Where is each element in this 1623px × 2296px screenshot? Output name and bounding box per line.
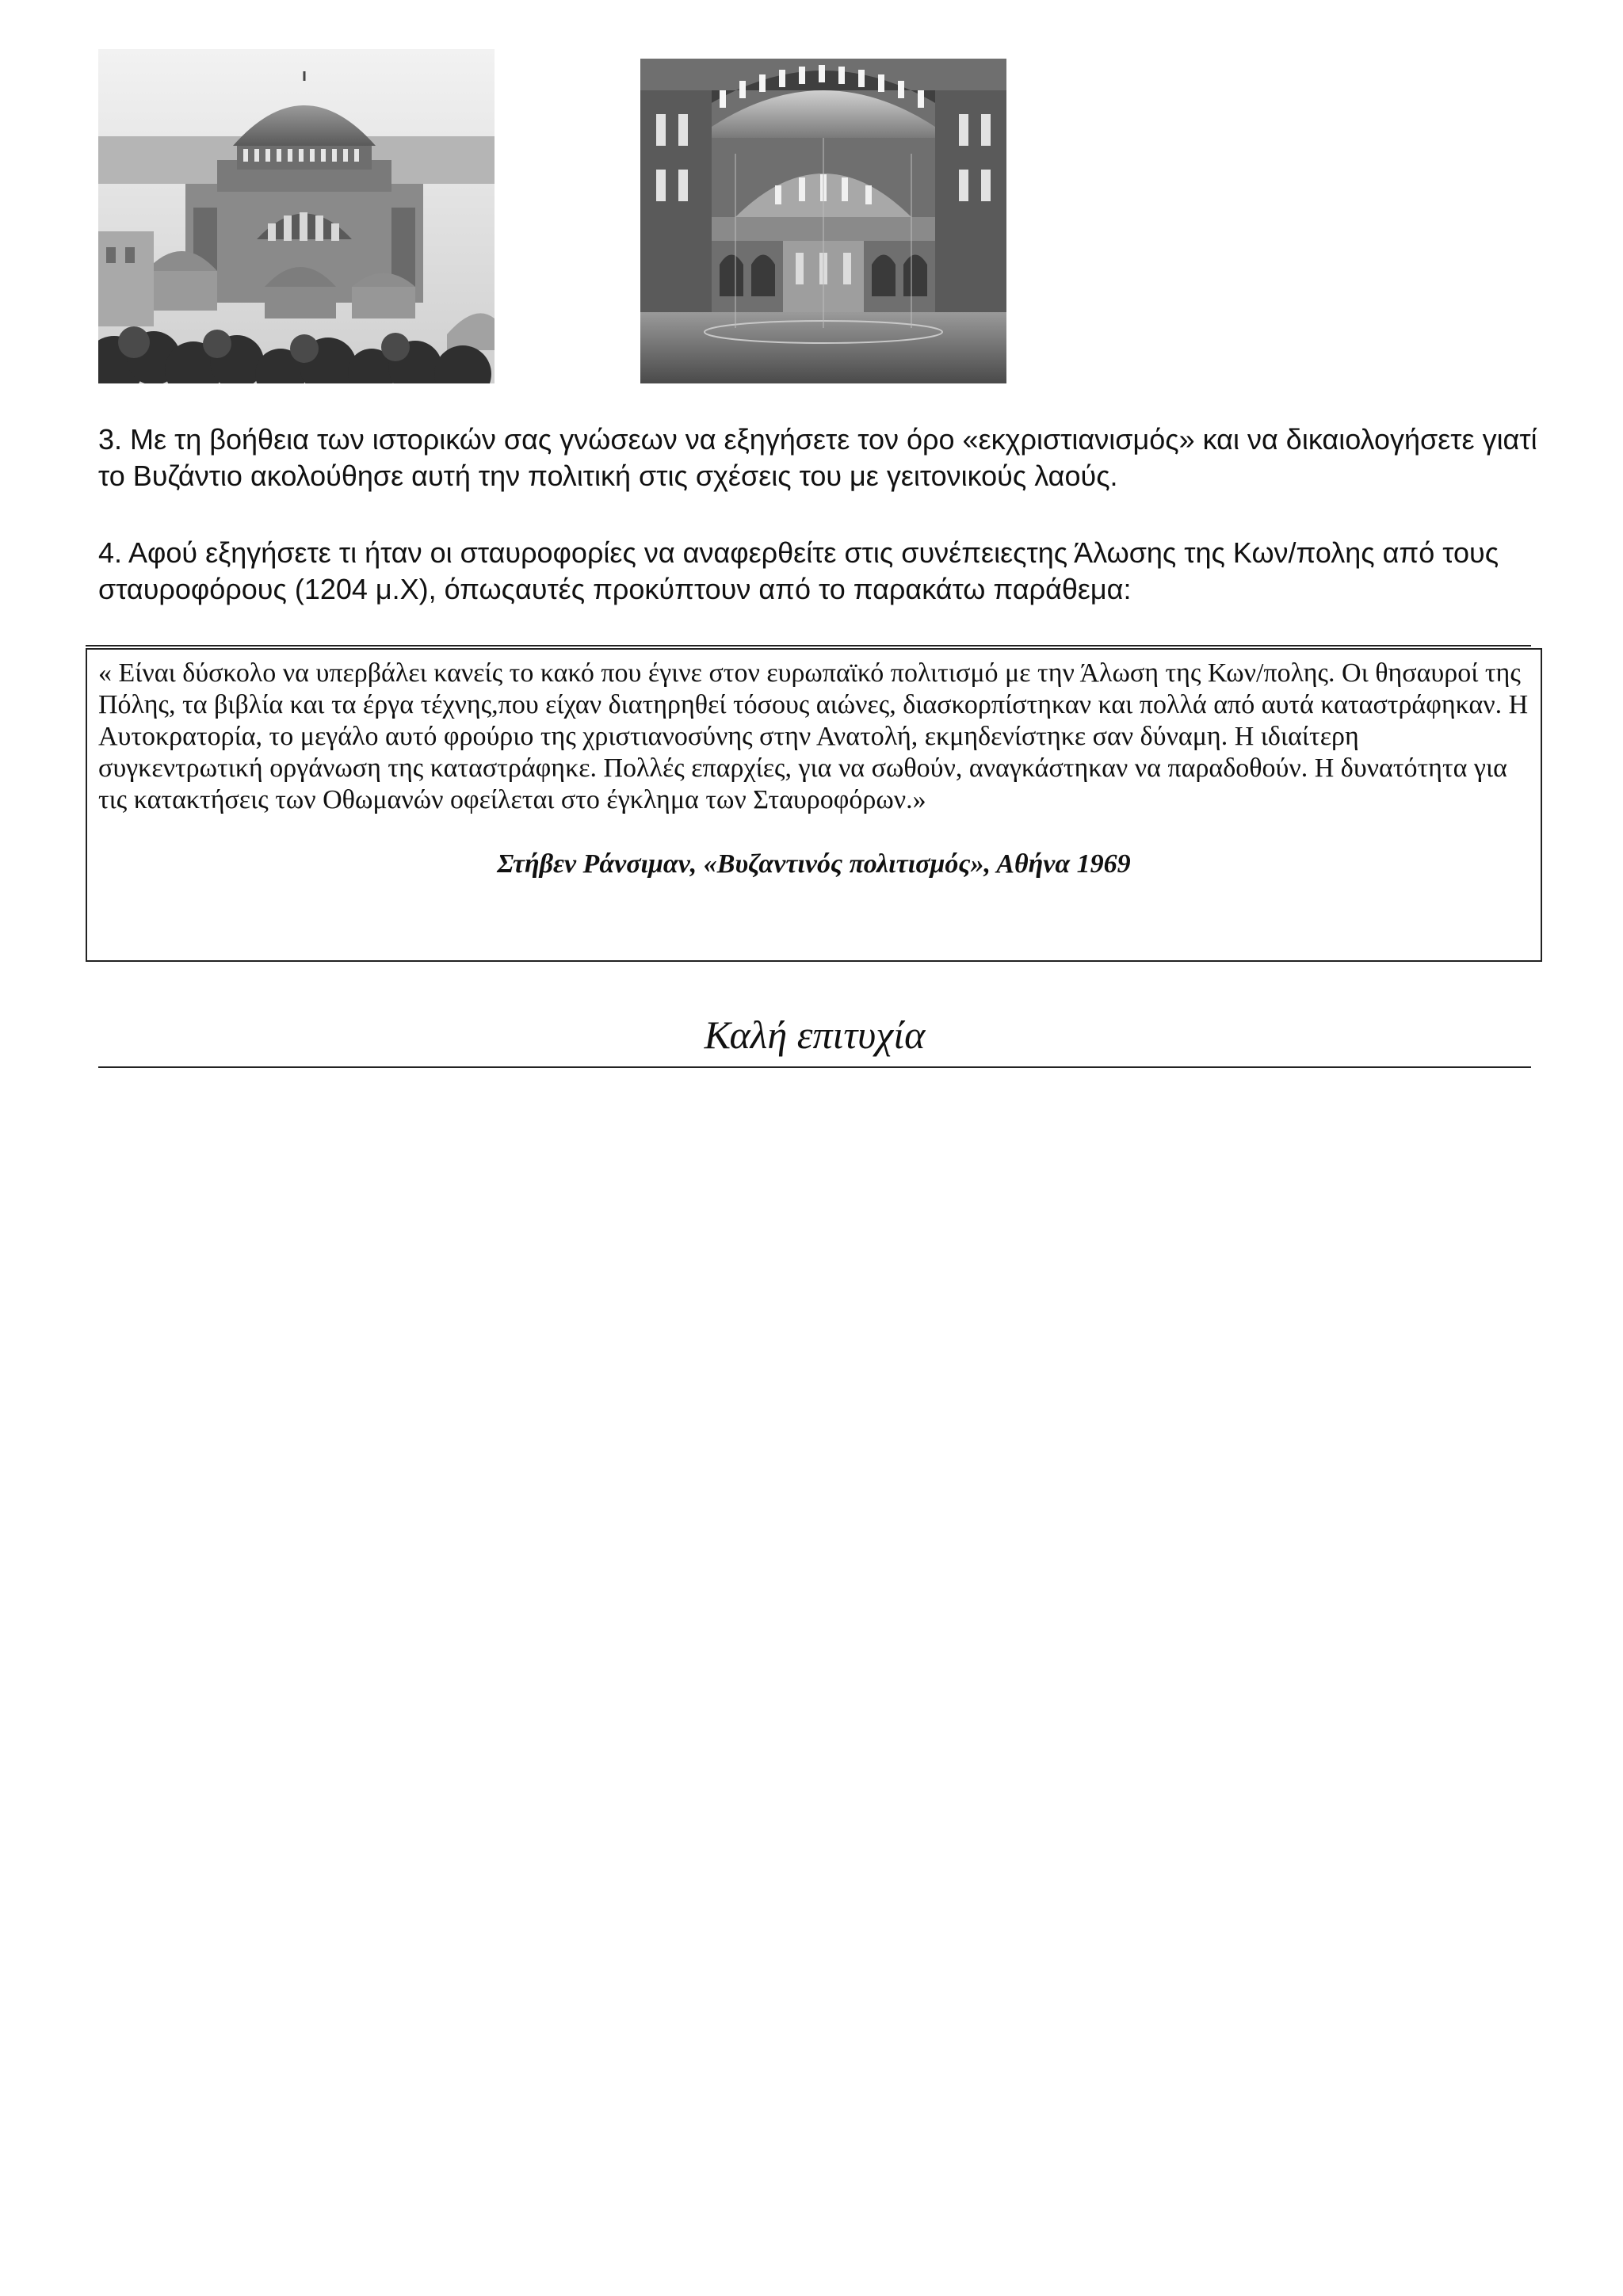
quote-box	[86, 648, 1542, 962]
closing-divider	[98, 1066, 1531, 1068]
hagia-sophia-exterior-illustration	[98, 49, 495, 383]
quote-source: Στήβεν Ράνσιμαν, «Βυζαντινός πολιτισμός», Αθήνα 1969	[497, 849, 1131, 879]
closing-wish: Καλή επιτυχία	[704, 1013, 926, 1057]
hagia-sophia-exterior-photo	[98, 49, 495, 383]
question-4: 4. Αφού εξηγήσετε τι ήταν οι σταυροφορίες να αναφερθείτε στις συνέπειεςτης Άλωσης της Κων/πολης από τους σταυροφόρους (1204 μ.Χ), όπωςαυτές προκύπτουν από το παρακάτω παράθεμα:	[98, 536, 1499, 605]
hagia-sophia-interior-photo	[640, 59, 1006, 383]
quote-text: « Είναι δύσκολο να υπερβάλει κανείς το κακό που έγινε στον ευρωπαϊκό πολιτισμό με την Άλωση της Κων/πολης. Οι θησαυροί της Πόλης, τα βιβλία και τα έργα τέχνης,που είχαν διατηρηθεί τόσους αιώνες, διασκορπίστηκαν και πολλά από αυτά καταστράφηκαν. Η Αυτοκρατορία, το μεγάλο αυτό φρούριο της χριστιανοσύνης στην Ανατολή, εκμηδενίστηκε σαν δύναμη. Η ιδιαίτερη συγκεντρωτική οργάνωση της καταστράφηκε. Πολλές επαρχίες, για να σωθούν, αναγκάστηκαν να παραδοθούν. Η δυνατότητα για τις κατακτήσεις των Οθωμανών οφείλεται στο έγκλημα των Σταυροφόρων.»	[98, 658, 1529, 814]
hagia-sophia-interior-illustration	[640, 59, 1006, 383]
question-3: 3. Με τη βοήθεια των ιστορικών σας γνώσεων να εξηγήσετε τον όρο «εκχριστιανισμός» και να δικαιολογήσετε γιατί το Βυζάντιο ακολούθησε αυτή την πολιτική στις σχέσεις του με γειτονικούς λαούς.	[98, 423, 1537, 492]
